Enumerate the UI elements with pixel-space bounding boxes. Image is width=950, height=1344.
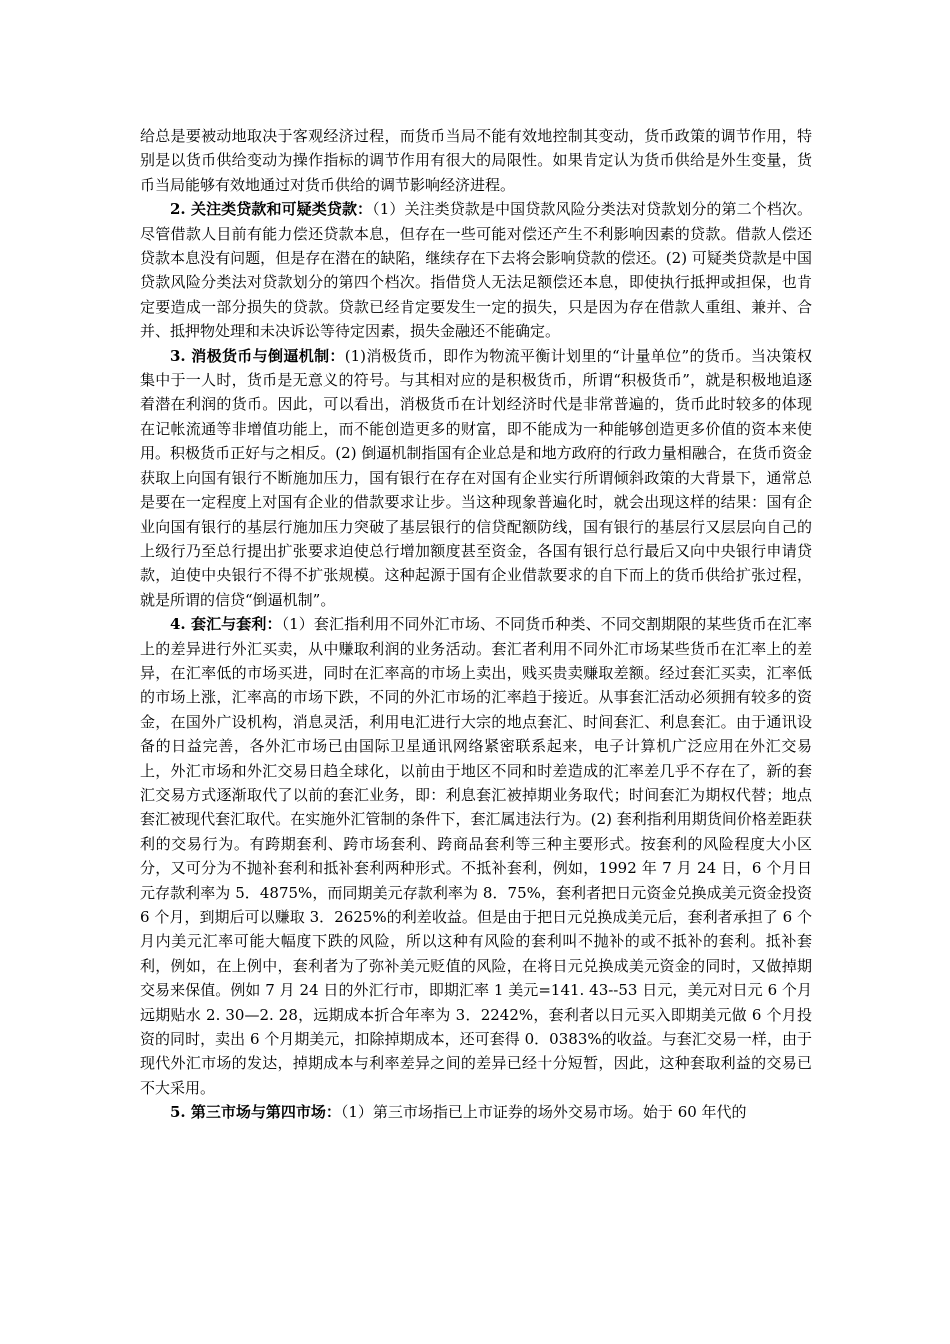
term-heading: 5. 第三市场与第四市场： [170,1103,341,1122]
paragraph-third-and-fourth-markets [140,1100,812,1124]
term-heading: 3. 消极货币与倒逼机制： [170,346,345,365]
paragraph-text: （1）套汇指利用不同外汇市场、不同货币种类、不同交割期限的某些货币在汇率上的差异进行外汇买卖，从中赚取利润的业务活动。套汇者利用不同外汇市场某些货币在汇率上的差异，在汇率低的市场买进，同时在汇率高的市场上卖出，贱买贵卖赚取差额。经过套汇买卖，汇率低的市场上涨，汇率高的市场下跌，不同的外汇市场的汇率趋于接近。从事套汇活动必须拥有较多的资金，在国外广设机构，消息灵活，利用电汇进行大宗的地点套汇、时间套汇、利息套汇。由于通讯设备的日益完善，各外汇市场已由国际卫星通讯网络紧密联系起来，电子计算机广泛应用在外汇交易上，外汇市场和外汇交易日趋全球化，以前由于地区不同和时差造成的汇率差几乎不存在了，新的套汇交易方式逐渐取代了以前的套汇业务，即：利息套汇被掉期业务取代；时间套汇为期权代替；地点套汇被现代套汇取代。在实施外汇管制的条件下，套汇属违法行为。(2) 套利指利用期货间价格差距获利的交易行为。有跨期套利、跨市场套利、跨商品套利等三种主要形式。按套利的风险程度大小区分，又可分为不抛补套利和抵补套利两种形式。不抵补套利，例如，1992 年 7 月 24 日，6 个月日元存款利率为 5．4875%，而同期美元存款利率为 8．75%，套利者把日元资金兑换成美元资金投资 6 个月，到期后可以赚取 3．2625%的利差收益。但是由于把日元兑换成美元后，套利者承担了 6 个月内美元汇率可能大幅度下跌的风险，所以这种有风险的套利叫不抛补的或不抵补的套利。抵补套利，例如，在上例中，套利者为了弥补美元贬值的风险，在将日元兑换成美元资金的同时，又做掉期交易来保值。例如 7 月 24 日的外汇行市，即期汇率 1 美元=141. 43--53 日元，美元对日元 6 个月远期贴水 2. 30—2. 28，远期成本折合年率为 3．2242%，套利者以日元买入即期美元做 6 个月投资的同时，卖出 6 个月期美元，扣除掉期成本，还可套得 0．0383%的收益。与套汇交易一样，由于现代外汇市场的发达，掉期成本与利率差异之间的差异已经十分短暂，因此，这种套取利益的交易已不大采用。 [140,615,812,1097]
term-heading: 4. 套汇与套利： [170,615,282,634]
paragraph-passive-money-and-forcing-mechanism [140,344,812,612]
paragraph-text: (1)消极货币，即作为物流平衡计划里的“计量单位”的货币。当决策权集中于一人时，货币是无意义的符号。与其相对应的是积极货币，所谓“积极货币”，就是积极地追逐着潜在利润的货币。因此，可以看出，消极货币在计划经济时代是非常普遍的，货币此时较多的体现在记帐流通等非增值功能上，而不能创造更多的财富，即不能成为一种能够创造更多价值的资本来使用。积极货币正好与之相反。(2) 倒逼机制指国有企业总是和地方政府的行政力量相融合，在货币资金获取上向国有银行不断施加压力，国有银行在存在对国有企业实行所谓倾斜政策的大背景下，通常总是要在一定程度上对国有企业的借款要求让步。当这种现象普遍化时，就会出现这样的结果：国有企业向国有银行的基层行施加压力突破了基层银行的信贷配额防线，国有银行的基层行又层层向自己的上级行乃至总行提出扩张要求迫使总行增加额度甚至资金，各国有银行总行最后又向中央银行申请贷款，迫使中央银行不得不扩张规模。这种起源于国有企业借款要求的自下而上的货币供给扩张过程，就是所谓的信贷“倒逼机制”。 [140,346,812,609]
paragraph-text: 给总是要被动地取决于客观经济过程，而货币当局不能有效地控制其变动，货币政策的调节作用，特别是以货币供给变动为操作指标的调节作用有很大的局限性。如果肯定认为货币供给是外生变量，货币当局能够有效地通过对货币供给的调节影响经济进程。 [140,127,812,194]
paragraph-text: （1）关注类贷款是中国贷款风险分类法对贷款划分的第二个档次。尽管借款人目前有能力偿还贷款本息，但存在一些可能对偿还产生不利影响因素的贷款。借款人偿还贷款本息没有问题，但是存在潜在的缺陷，继续存在下去将会影响贷款的偿还。(2) 可疑类贷款是中国贷款风险分类法对贷款划分的第四个档次。指借贷人无法足额偿还本息，即使执行抵押或担保，也肯定要造成一部分损失的贷款。贷款已经肯定要发生一定的损失，只是因为存在借款人重组、兼并、合并、抵押物处理和未决诉讼等待定因素，损失金融还不能确定。 [140,200,812,341]
paragraph-attention-and-doubtful-loans [140,197,812,343]
term-heading: 2. 关注类贷款和可疑类贷款： [170,200,373,219]
paragraph-text: （1）第三市场指已上市证券的场外交易市场。始于 60 年代的 [340,1103,747,1122]
paragraph-continuation [140,124,812,197]
paragraph-arbitrage [140,612,812,1100]
document-page [140,124,812,1125]
